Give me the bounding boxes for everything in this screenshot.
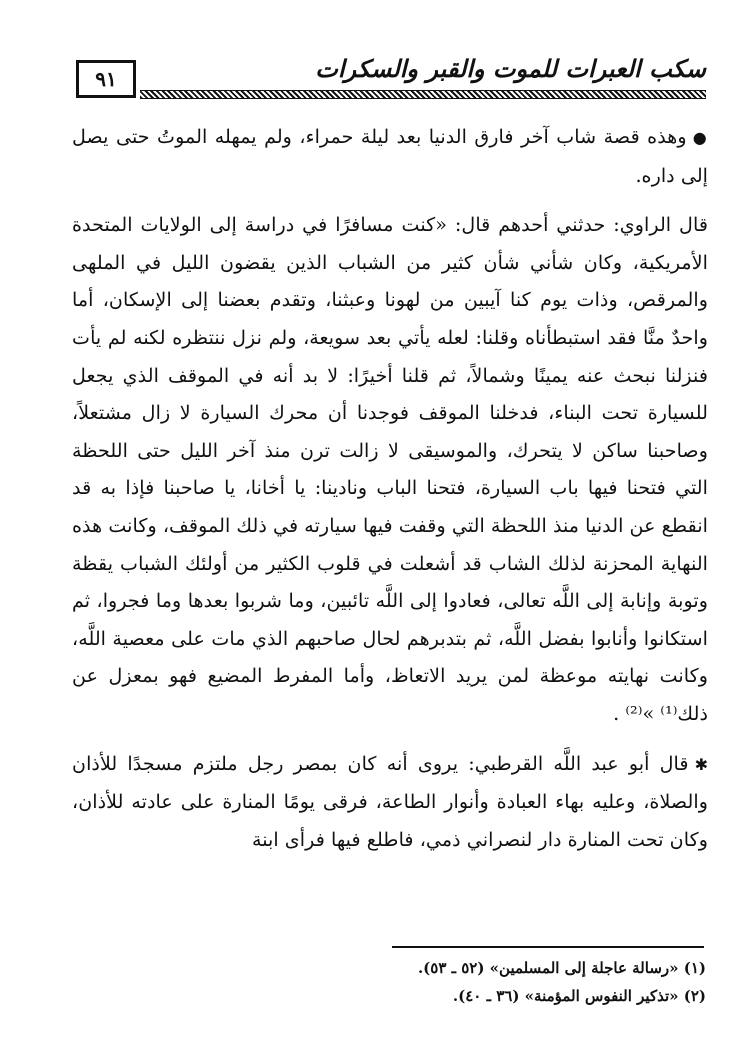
footnote: (١) «رسالة عاجلة إلى المسلمين» (٥٢ ـ ٥٣). [417, 959, 706, 977]
paragraph-text: وهذه قصة شاب آخر فارق الدنيا بعد ليلة حمراء، ولم يمهله الموتُ حتى يصل إلى داره. [72, 125, 708, 187]
asterisk-marker: ✱ [694, 754, 708, 774]
paragraph [72, 118, 708, 194]
paragraph-text: قال الراوي: حدثني أحدهم قال: «كنت مسافرًا في دراسة إلى الولايات المتحدة الأمريكية، وكان شأني شأن كثير من الشباب الذين يقضون الليل في الملهى والمرقص، وذات يوم كنا آيبين من لهونا وعبثنا، وتقدم بعضنا إلى الإسكان، أما واحدٌ منَّا فقد استبطأناه وقلنا: لعله يأتي بعد سويعة، ولم نزل ننتظره لكنه لم يأت فنزلنا نبحث عنه يمينًا وشمالاً، ثم قلنا أخيرًا: لا بد أنه في الموقف الذي يجعل للسيارة تحت البناء، فدخلنا الموقف فوجدنا أن محرك السيارة لا زال مشتعلاً، وصاحبنا ساكن لا يتحرك، والموسيقى لا زالت ترن منذ آخر الليل حتى اللحظة التي فتحنا فيها باب السيارة، فتحنا الباب ونادينا: يا أخانا، يا صاحبنا فإذا به قد انقطع عن الدنيا منذ اللحظة التي وقفت فيها سيارته في ذلك الموقف، وكانت هذه النهاية المحزنة لذلك الشاب قد أشعلت في قلوب الكثير من أولئك الشباب يقظة وتوبة وإنابة إلى اللَّه تعالى، فعادوا إلى اللَّه تائبين، وما شربوا بعدها وما فجروا، ثم استكانوا وأنابوا بفضل اللَّه، ثم بتدبرهم لحال صاحبهم الذي مات على معصية اللَّه، وكانت نهايته موعظة لمن يريد الاتعاظ، وأما المفرط المضيع فهو بمعزل عن ذلك⁽¹⁾ »⁽²⁾ . [72, 213, 708, 725]
bullet-marker: ● [692, 128, 708, 147]
header-rule [140, 90, 706, 99]
page-number: ٩١ [95, 67, 117, 91]
page-number-box [76, 60, 136, 98]
footnote-rule [392, 946, 704, 948]
paragraph [72, 206, 708, 732]
running-title: سكب العبرات للموت والقبر والسكرات [315, 54, 706, 83]
paragraph [72, 745, 708, 859]
footnotes [72, 954, 706, 1010]
main-text [72, 118, 708, 870]
page-header [76, 52, 706, 104]
paragraph-text: قال أبو عبد اللَّه القرطبي: يروى أنه كان بمصر رجل ملتزم مسجدًا للأذان والصلاة، وعليه بهاء العبادة وأنوار الطاعة، فرقى يومًا المنارة على عادته للأذان، وكان تحت المنارة دار لنصراني ذمي، فاطلع فيها فرأى ابنة [72, 751, 708, 851]
footnote: (٢) «تذكير النفوس المؤمنة» (٣٦ ـ ٤٠). [452, 987, 706, 1005]
